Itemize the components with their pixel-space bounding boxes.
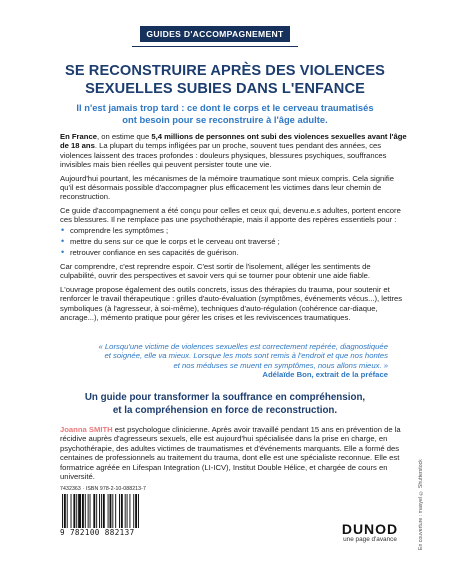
series-badge-label: GUIDES D'ACCOMPAGNEMENT [146, 29, 284, 39]
tagline-line-1: Un guide pour transformer la souffrance en compréhension, [84, 392, 366, 403]
series-badge [140, 26, 290, 42]
intro-lead-2: 5,4 millions de personnes ont subi des violences sexuelles avant l'âge de 18 ans [60, 132, 407, 151]
preface-quote: « Lorsqu'une victime de violences sexuelles est correctement repérée, diagnostiquée et soignée, elle va mieux. Lorsque les mots sont remis à l'endroit et que nos hontes et nos méduses se muent en symptômes, nous allons mieux. » [98, 342, 388, 370]
author-name: Joanna SMITH [60, 425, 113, 434]
quote-author: Adélaïde Bon, extrait de la préface [262, 370, 388, 379]
intro-text-2: . La plupart du temps infligées par un proche, souvent tues pendant des années, ces violences laissent des traces profondes : douleurs physiques, blessures psychiques, souffrances invisibles mais bien réelles qui peuvent persister toute une vie. [60, 141, 387, 170]
tagline-line-2: et la compréhension en force de reconstruction. [112, 404, 338, 416]
paragraph-3: Ce guide d'accompagnement a été conçu pour celles et ceux qui, devenu.e.s adultes, portent encore ces blessures. Il ne remplace pas une psychothérapie, mais il apporte des repères essentiels pour : [60, 205, 401, 225]
paragraph-5: L'ouvrage propose également des outils concrets, issus des thérapies du trauma, pour soutenir et renforcer le travail thérapeutique : grilles d'auto-évaluation (symptômes, événements vécus...), lettres symboliques (à l'agresseur, à soi-même), techniques d'auto-régulation (cohérence car-diaque, ancrage...), mémento pratique pour gérer les crises et les reviviscences traumatiques. [60, 284, 403, 322]
barcode-block [60, 486, 156, 546]
intro-paragraph [60, 132, 408, 170]
book-title [40, 62, 410, 98]
publisher-name: DUNOD [341, 521, 399, 537]
list-item: • retrouver confiance en ses capacités de guérison. [60, 248, 408, 257]
paragraph-4: Car comprendre, c'est reprendre espoir. C'est sortir de l'isolement, alléger les sentiments de culpabilité, ouvrir des perspectives et savoir vers qui se tourner pour obtenir une aide fiable. [60, 261, 371, 281]
intro-text-1: , on estime que [96, 132, 152, 141]
publisher-logo [334, 522, 406, 544]
tagline [50, 392, 400, 417]
author-bio-text: est psychologue clinicienne. Après avoir travaillé pendant 15 ans en prévention de la récidive auprès d'agresseurs sexuels, elle est aujourd'hui spécialisée dans la prise en charge, en psychothérapie, des adultes victimes de traumatismes et d'événements marquants. Elle a formé des centaines de professionnels au traitement du trauma, dont elle est une spécialiste reconnue. Elle est formatrice agréée en Lifespan Integration (LI-ICV), Institut Double Hélice, et chargée de cours en université. [60, 425, 401, 482]
paragraph-2: Aujourd'hui pourtant, les mécanismes de la mémoire traumatique sont mieux compris. Cela signifie qu'il est désormais possible d'accompagner plus efficacement les victimes dans leur chemin de reconstruction. [60, 173, 394, 202]
author-bio [60, 425, 408, 481]
badge-underline [132, 46, 298, 47]
subtitle-line-2: ont besoin pour se reconstruire à l'âge adulte. [122, 114, 328, 125]
barcode-digits: 9 782100 882137 [60, 528, 135, 537]
book-subtitle [60, 102, 390, 126]
list-item: • mettre du sens sur ce que le corps et le cerveau ont traversé ; [60, 237, 408, 246]
list-item: • comprendre les symptômes ; [60, 226, 408, 235]
blurb-body [60, 132, 408, 326]
book-title-line-2: SEXUELLES SUBIES DANS L'ENFANCE [85, 81, 365, 97]
subtitle-line-1: Il n'est jamais trop tard : ce dont le corps et le cerveau traumatisés [76, 102, 374, 113]
publisher-tagline: une page d'avance [343, 536, 397, 543]
barcode-image [60, 494, 152, 528]
book-title-line-1: SE RECONSTRUIRE APRÈS DES VIOLENCES [64, 63, 386, 79]
isbn-line: 7432363 · ISBN 978-2-10-088213-7 [60, 486, 146, 492]
cover-credit: En couverture : masyel © Shutterstock [418, 459, 424, 550]
benefit-list [60, 226, 408, 258]
intro-lead-1: En France [60, 132, 97, 141]
